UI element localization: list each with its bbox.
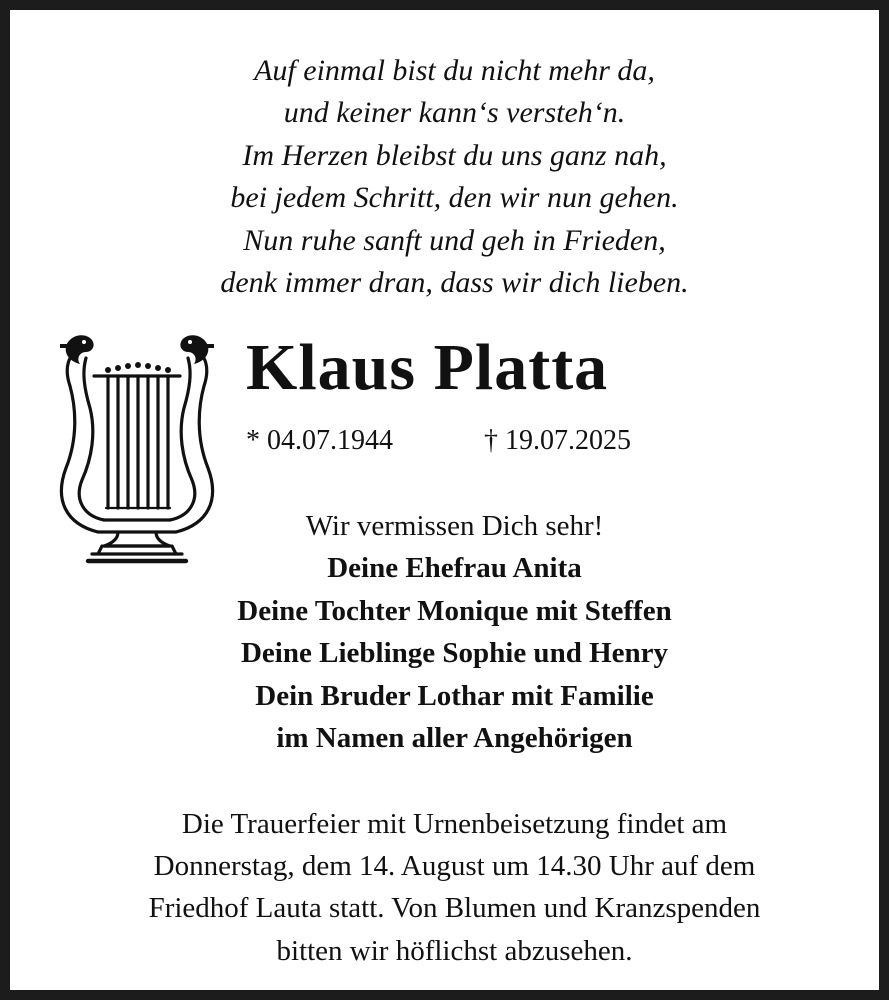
poem-line: Nun ruhe sanft und geh in Frieden,	[243, 223, 666, 257]
notice-line: Die Trauerfeier mit Urnenbeisetzung findet am	[181, 808, 728, 840]
mourners-intro: Wir vermissen Dich sehr!	[305, 510, 604, 542]
poem-line: bei jedem Schritt, den wir nun gehen.	[230, 181, 679, 215]
death-date: † 19.07.2025	[484, 425, 631, 456]
mourner-line: Deine Ehefrau Anita	[327, 552, 582, 584]
poem-line: Auf einmal bist du nicht mehr da,	[254, 54, 655, 87]
mourner-line: Deine Tochter Monique mit Steffen	[237, 594, 672, 627]
funeral-notice	[10, 803, 889, 972]
memorial-poem	[10, 50, 889, 304]
notice-line: bitten wir höflichst abzusehen.	[276, 934, 633, 967]
birth-date: * 04.07.1944	[246, 425, 393, 456]
mourner-line: Dein Bruder Lothar mit Familie	[255, 679, 654, 712]
notice-line: Donnerstag, dem 14. August um 14.30 Uhr auf dem	[153, 850, 756, 883]
poem-line: denk immer dran, dass wir dich lieben.	[220, 266, 689, 300]
mourners-list	[10, 547, 889, 760]
mourner-line: im Namen aller Angehörigen	[276, 722, 633, 754]
mourner-line: Deine Lieblinge Sophie und Henry	[240, 637, 668, 669]
poem-line: und keiner kann‘s versteh‘n.	[283, 96, 626, 130]
notice-line: Friedhof Lauta statt. Von Blumen und Kranzspenden	[148, 892, 761, 925]
deceased-name: Klaus Platta	[246, 331, 609, 404]
poem-line: Im Herzen bleibst du uns ganz nah,	[242, 138, 667, 172]
